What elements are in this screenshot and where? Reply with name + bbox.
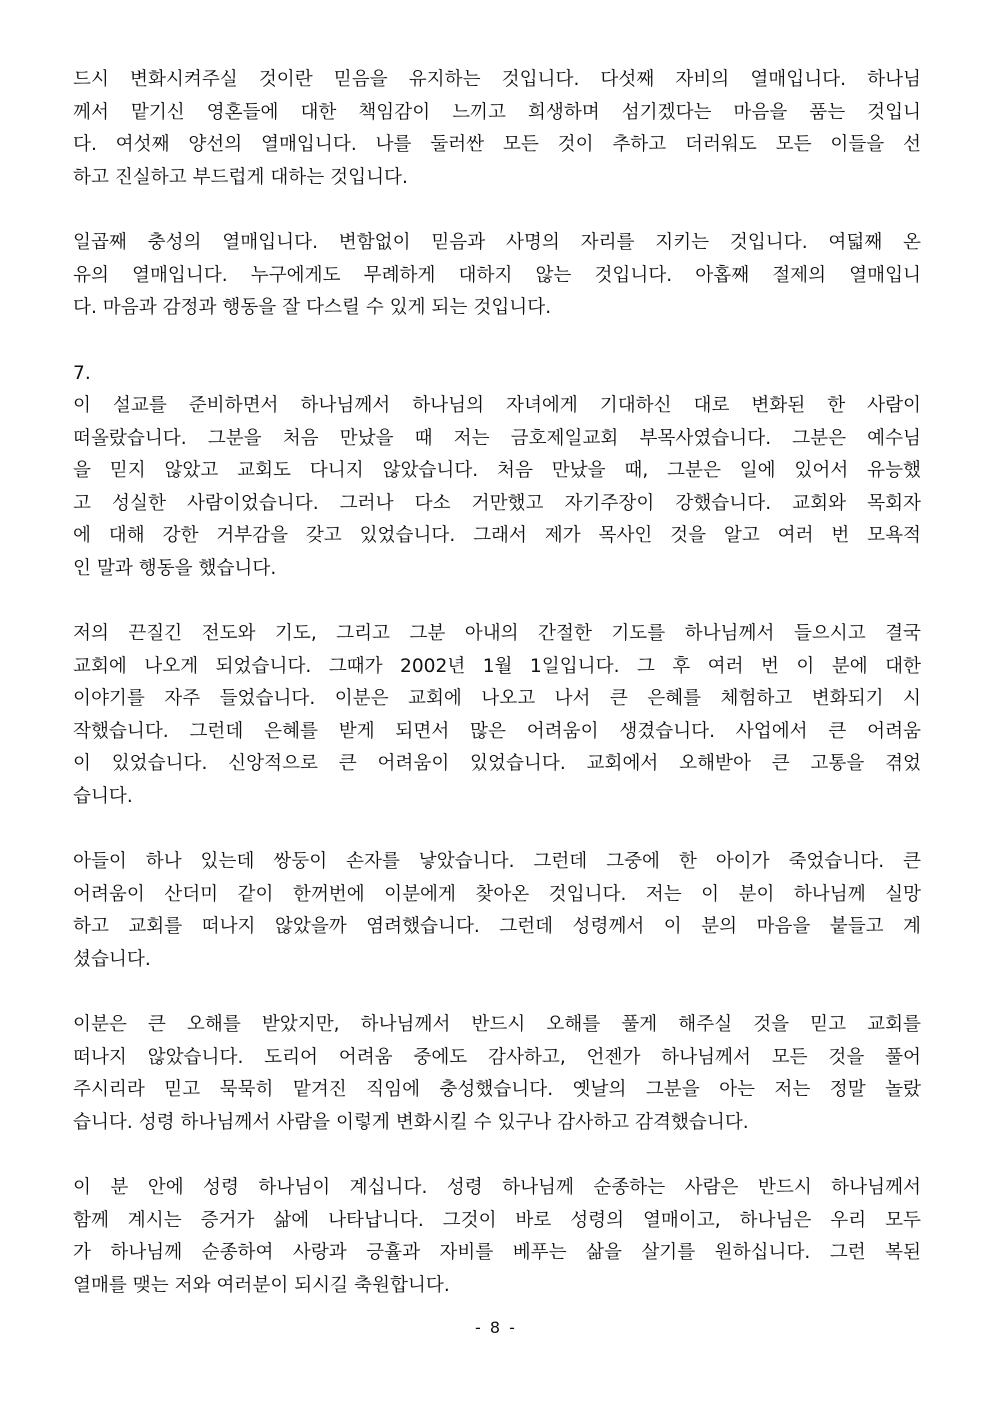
paragraph: [73, 1009, 921, 1139]
page-number: - 8 -: [475, 1318, 517, 1337]
text-line: 교회에 나오게 되었습니다. 그때가 2002년 1월 1일입니다. 그 후 여러 번 이 분에 대한: [73, 655, 921, 677]
text-line: 셨습니다.: [73, 948, 151, 970]
text-line: 이 설교를 준비하면서 하나님께서 하나님의 자녀에게 기대하신 대로 변화된 한 사람이: [73, 395, 921, 416]
text-line: 드시 변화시켜주실 것이란 믿음을 유지하는 것입니다. 다섯째 자비의 열매입니다. 하나님: [73, 69, 921, 90]
text-line: 하고 진실하고 부드럽게 대하는 것입니다.: [73, 166, 408, 188]
paragraph: [73, 846, 921, 976]
text-line: 일곱째 충성의 열매입니다. 변함없이 믿음과 사명의 자리를 지키는 것입니다. 여덟째 온: [73, 232, 921, 253]
text-line: 주시리라 믿고 묵묵히 맡겨진 직임에 충성했습니다. 옛날의 그분을 아는 저는 정말 놀랐: [73, 1079, 921, 1100]
text-line: 저의 끈질긴 전도와 기도, 그리고 그분 아내의 간절한 기도를 하나님께서 들으시고 결국: [73, 623, 921, 644]
section-7: [73, 358, 921, 586]
text-line: 이분은 큰 오해를 받았지만, 하나님께서 반드시 오해를 풀게 해주실 것을 믿고 교회를: [73, 1014, 921, 1035]
text-line: 가 하나님께 순종하여 사랑과 긍휼과 자비를 베푸는 삶을 살기를 원하십니다. 그런 복된: [73, 1242, 921, 1263]
text-line: 이야기를 자주 들었습니다. 이분은 교회에 나오고 나서 큰 은혜를 체험하고 변화되기 시: [73, 688, 921, 709]
text-line: 함께 계시는 증거가 삶에 나타납니다. 그것이 바로 성령의 열매이고, 하나님은 우리 모두: [73, 1209, 921, 1231]
text-line: 어려움이 산더미 같이 한꺼번에 이분에게 찾아온 것입니다. 저는 이 분이 하나님께 실망: [73, 883, 921, 905]
text-line: 이 분 안에 성령 하나님이 계십니다. 성령 하나님께 순종하는 사람은 반드시 하나님께서: [73, 1177, 921, 1198]
paragraph: [73, 64, 921, 194]
section-number: 7.: [73, 362, 91, 384]
text-line: 고 성실한 사람이었습니다. 그러나 다소 거만했고 자기주장이 강했습니다. 교회와 목회자: [73, 492, 921, 514]
document-body: [73, 64, 921, 1335]
text-line: 다. 마음과 감정과 행동을 잘 다스릴 수 있게 되는 것입니다.: [73, 297, 552, 318]
paragraph: [73, 1172, 921, 1302]
text-line: 을 믿지 않았고 교회도 다니지 않았습니다. 처음 만났을 때, 그분은 일에 있어서 유능했: [73, 460, 921, 481]
text-line: 작했습니다. 그런데 은혜를 받게 되면서 많은 어려움이 생겼습니다. 사업에서 큰 어려움: [73, 720, 921, 742]
text-line: 에 대해 강한 거부감을 갖고 있었습니다. 그래서 제가 목사인 것을 알고 여러 번 모욕적: [73, 525, 921, 546]
text-line: 인 말과 행동을 했습니다.: [73, 557, 277, 579]
text-line: 아들이 하나 있는데 쌍둥이 손자를 낳았습니다. 그런데 그중에 한 아이가 죽었습니다. 큰: [73, 851, 921, 872]
text-line: 다. 여섯째 양선의 열매입니다. 나를 둘러싼 모든 것이 추하고 더러워도 모든 이들을 선: [73, 134, 921, 155]
text-line: 께서 맡기신 영혼들에 대한 책임감이 느끼고 희생하며 섬기겠다는 마음을 품는 것입니: [73, 101, 921, 123]
text-line: 이 있었습니다. 신앙적으로 큰 어려움이 있었습니다. 교회에서 오해받아 큰 고통을 겪었: [73, 753, 921, 774]
text-line: 열매를 맺는 저와 여러분이 되시길 축원합니다.: [73, 1274, 450, 1296]
text-line: 떠올랐습니다. 그분을 처음 만났을 때 저는 금호제일교회 부목사였습니다. 그분은 예수님: [73, 427, 921, 449]
paragraph: [73, 618, 921, 813]
text-line: 습니다.: [73, 785, 133, 807]
text-line: 습니다. 성령 하나님께서 사람을 이렇게 변화시킬 수 있구나 감사하고 감격했습니다.: [73, 1111, 749, 1133]
text-line: 유의 열매입니다. 누구에게도 무례하게 대하지 않는 것입니다. 아홉째 절제의 열매입니: [73, 264, 921, 286]
text-line: 하고 교회를 떠나지 않았을까 염려했습니다. 그런데 성령께서 이 분의 마음을 붙들고 계: [73, 916, 921, 937]
paragraph: [73, 227, 921, 325]
text-line: 떠나지 않았습니다. 도리어 어려움 중에도 감사하고, 언젠가 하나님께서 모든 것을 풀어: [73, 1046, 921, 1068]
